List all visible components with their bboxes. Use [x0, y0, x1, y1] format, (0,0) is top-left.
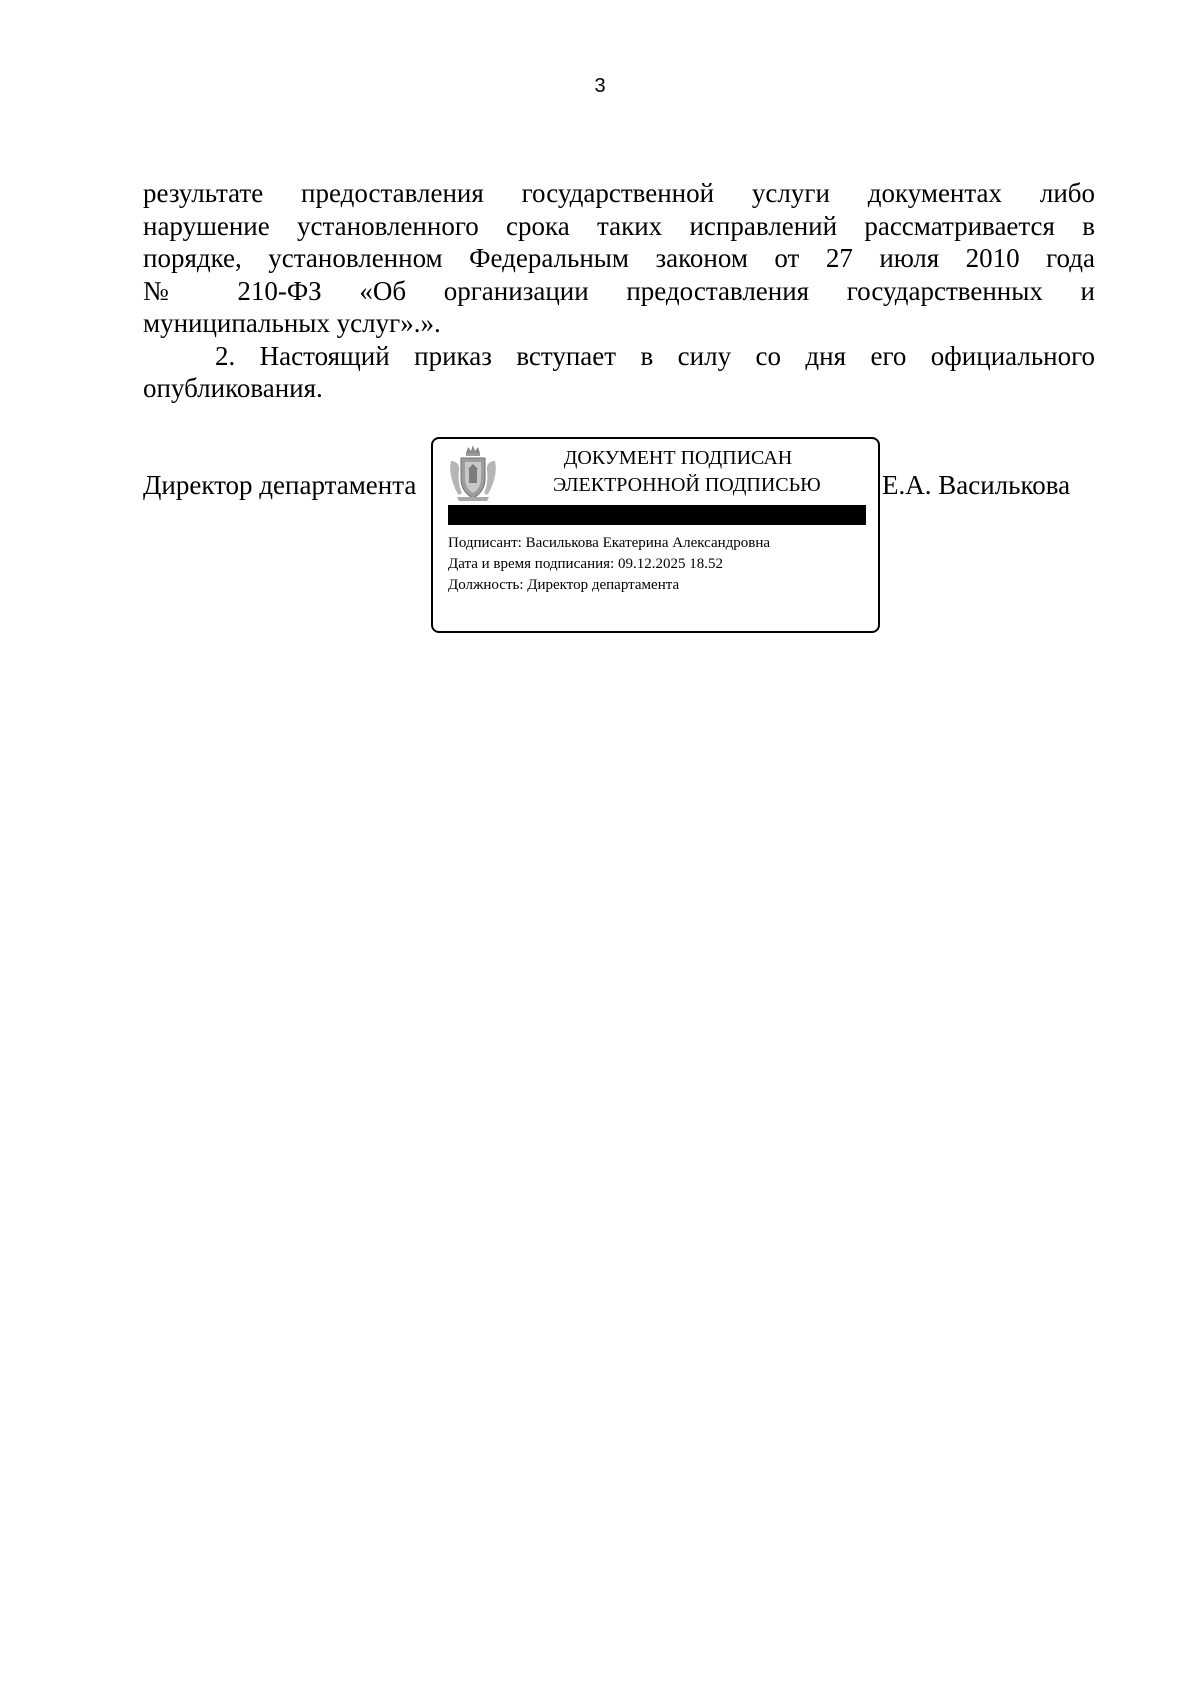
body-line: № 210-ФЗ «Об организации предоставления государственных и	[143, 275, 1095, 306]
stamp-position: Должность: Директор департамента	[448, 577, 680, 593]
stamp-details	[448, 533, 873, 596]
stamp-datetime: Дата и время подписания: 09.12.2025 18.52	[448, 556, 723, 572]
body-line: муниципальных услуг».».	[143, 308, 441, 338]
page-number: 3	[594, 75, 606, 97]
body-line: результате предоставления государственной услуги документах либо	[143, 178, 1095, 208]
body-line: нарушение установленного срока таких исправлений рассматривается в	[143, 210, 1095, 241]
stamp-signer: Подписант: Василькова Екатерина Александровна	[448, 535, 771, 551]
certificate-bar	[448, 505, 866, 525]
stamp-header	[553, 445, 821, 499]
stamp-header-line: ДОКУМЕНТ ПОДПИСАН	[563, 447, 793, 469]
signature-signer-name: Е.А. Василькова	[882, 470, 1071, 500]
document-body	[143, 177, 1095, 405]
signature-position-title: Директор департамента	[143, 470, 417, 500]
body-line: 2. Настоящий приказ вступает в силу со дня его официального	[215, 340, 1095, 371]
stamp-header-line: ЭЛЕКТРОННОЙ ПОДПИСЬЮ	[553, 474, 821, 496]
body-line: опубликования.	[143, 373, 323, 403]
electronic-signature-stamp	[431, 437, 880, 633]
coat-of-arms-icon	[447, 443, 499, 503]
body-line: порядке, установленном Федеральным законом от 27 июля 2010 года	[143, 243, 1095, 273]
